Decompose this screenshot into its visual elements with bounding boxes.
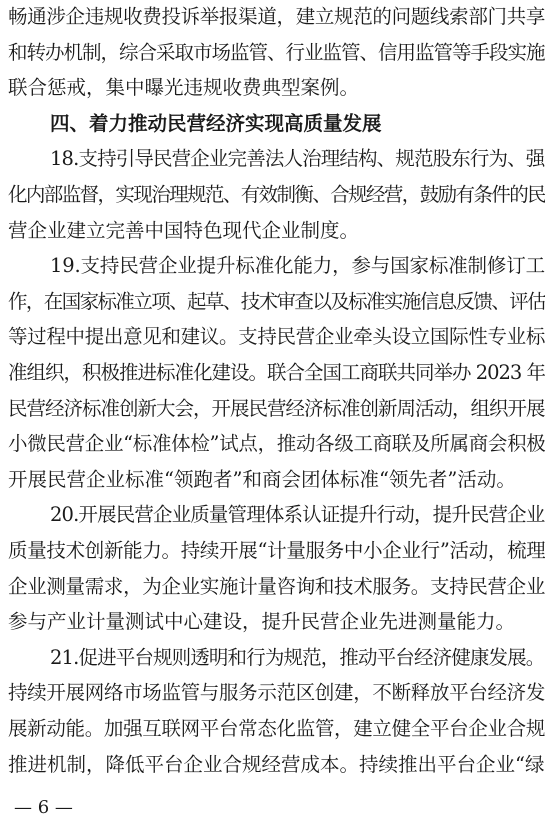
text-line: 质量技术创新能力。持续开展“计量服务中小企业行”活动，梳理 [8,539,545,562]
text-line: 21.促进平台规则透明和行为规范，推动平台经济健康发展。 [50,645,545,669]
text-line: 18.支持引导民营企业完善法人治理结构、规范股东行为、强 [50,147,545,171]
text-line: 等过程中提出意见和建议。支持民营企业牵头设立国际性专业标 [8,325,545,349]
text-line: 小微民营企业“标准体检”试点，推动各级工商联及所属商会积极 [8,432,545,456]
text-line: 作，在国家标准立项、起草、技术审查以及标准实施信息反馈、评估 [8,289,545,313]
text-line: 19.支持民营企业提升标准化能力，参与国家标准制修订工 [50,254,545,278]
text-line: 联合惩戒，集中曝光违规收费典型案例。 [8,76,360,100]
text-line: 营企业建立完善中国特色现代企业制度。 [8,218,360,242]
text-line: 准组织，积极推进标准化建设。联合全国工商联共同举办 2023 年 [8,361,545,384]
text-line: 展新动能。加强互联网平台常态化监管，建立健全平台企业合规 [8,717,545,740]
text-line: 推进机制，降低平台企业合规经营成本。持续推出平台企业“绿 [8,752,545,776]
text-line: 畅通涉企违规收费投诉举报渠道，建立规范的问题线索部门共享 [8,5,545,28]
section-heading: 四、着力推动民营经济实现高质量发展 [50,111,382,135]
text-line: 20.开展民营企业质量管理体系认证提升行动，提升民营企业 [50,503,545,527]
text-line: 持续开展网络市场监管与服务示范区创建，不断释放平台经济发 [8,681,545,705]
text-line: 化内部监督，实现治理规范、有效制衡、合规经营，鼓励有条件的民 [8,183,545,206]
text-line: 参与产业计量测试中心建设，提升民营企业先进测量能力。 [8,610,516,634]
page-number: — 6 — [14,797,73,818]
text-line: 民营经济标准创新大会，开展民营经济标准创新周活动，组织开展 [8,396,545,420]
text-line: 企业测量需求，为企业实施计量咨询和技术服务。支持民营企业 [8,574,545,598]
text-line: 开展民营企业标准“领跑者”和商会团体标准“领先者”活动。 [8,467,516,491]
text-line: 和转办机制，综合采取市场监管、行业监管、信用监管等手段实施 [8,40,545,64]
